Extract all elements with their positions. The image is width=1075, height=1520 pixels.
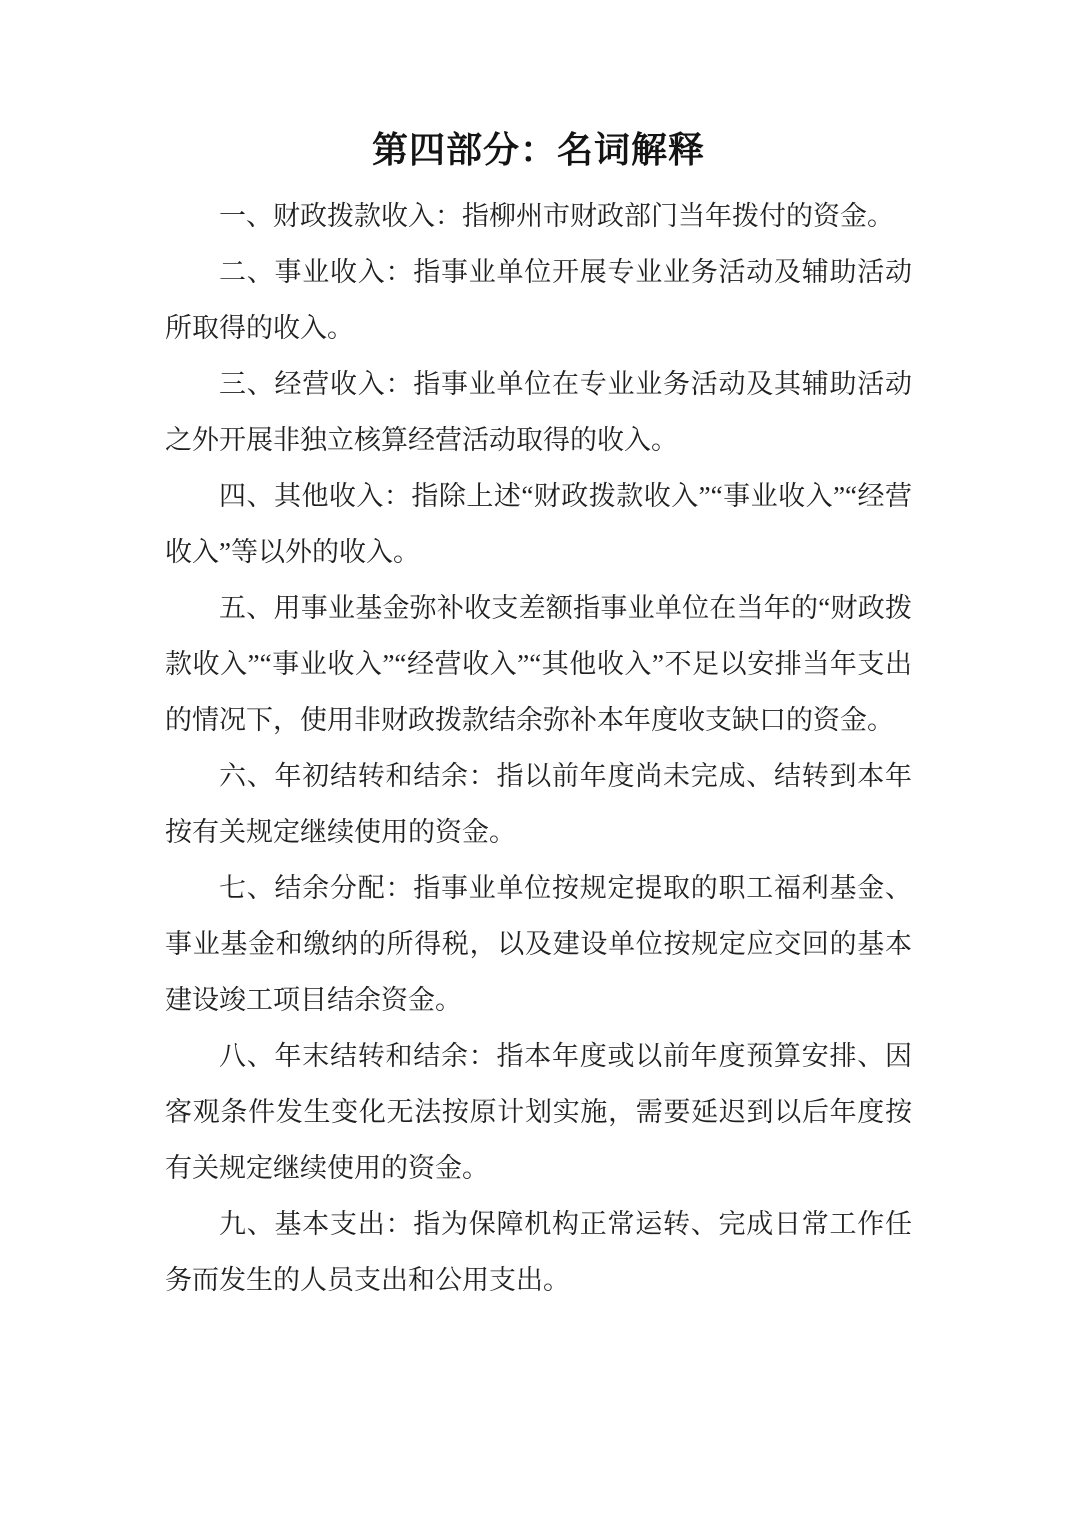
definition-paragraph-6: 六、年初结转和结余：指以前年度尚未完成、结转到本年 按有关规定继续使用的资金。 <box>165 761 912 847</box>
definition-paragraph-5: 五、用事业基金弥补收支差额指事业单位在当年的“财政拨款收入”“事业收入”“经营收入”“其他收入”不足以安排当年支出的情况下，使用非财政拨款结余弥补本年度收支缺口的资金。 <box>165 593 912 735</box>
definition-paragraph-9: 九、基本支出：指为保障机构正常运转、完成日常工作任务而发生的人员支出和公用支出。 <box>165 1209 912 1295</box>
definition-paragraph-8: 八、年末结转和结余：指本年度或以前年度预算安排、因客观条件发生变化无法按原计划实施，需要延迟到以后年度按有关规定继续使用的资金。 <box>165 1041 912 1183</box>
document-body <box>165 188 912 1308</box>
definition-paragraph-4: 四、其他收入：指除上述“财政拨款收入”“事业收入”“经营收入”等以外的收入。 <box>165 481 912 567</box>
page-title: 第四部分：名词解释 <box>371 129 705 170</box>
definition-paragraph-3: 三、经营收入：指事业单位在专业业务活动及其辅助活动之外开展非独立核算经营活动取得的收入。 <box>165 369 912 455</box>
definition-paragraph-1: 一、财政拨款收入：指柳州市财政部门当年拨付的资金。 <box>219 201 894 231</box>
definition-paragraph-7: 七、结余分配：指事业单位按规定提取的职工福利基金、事业基金和缴纳的所得税，以及建设单位按规定应交回的基本建设竣工项目结余资金。 <box>165 873 912 1015</box>
definition-paragraph-2: 二、事业收入：指事业单位开展专业业务活动及辅助活动所取得的收入。 <box>165 257 912 343</box>
